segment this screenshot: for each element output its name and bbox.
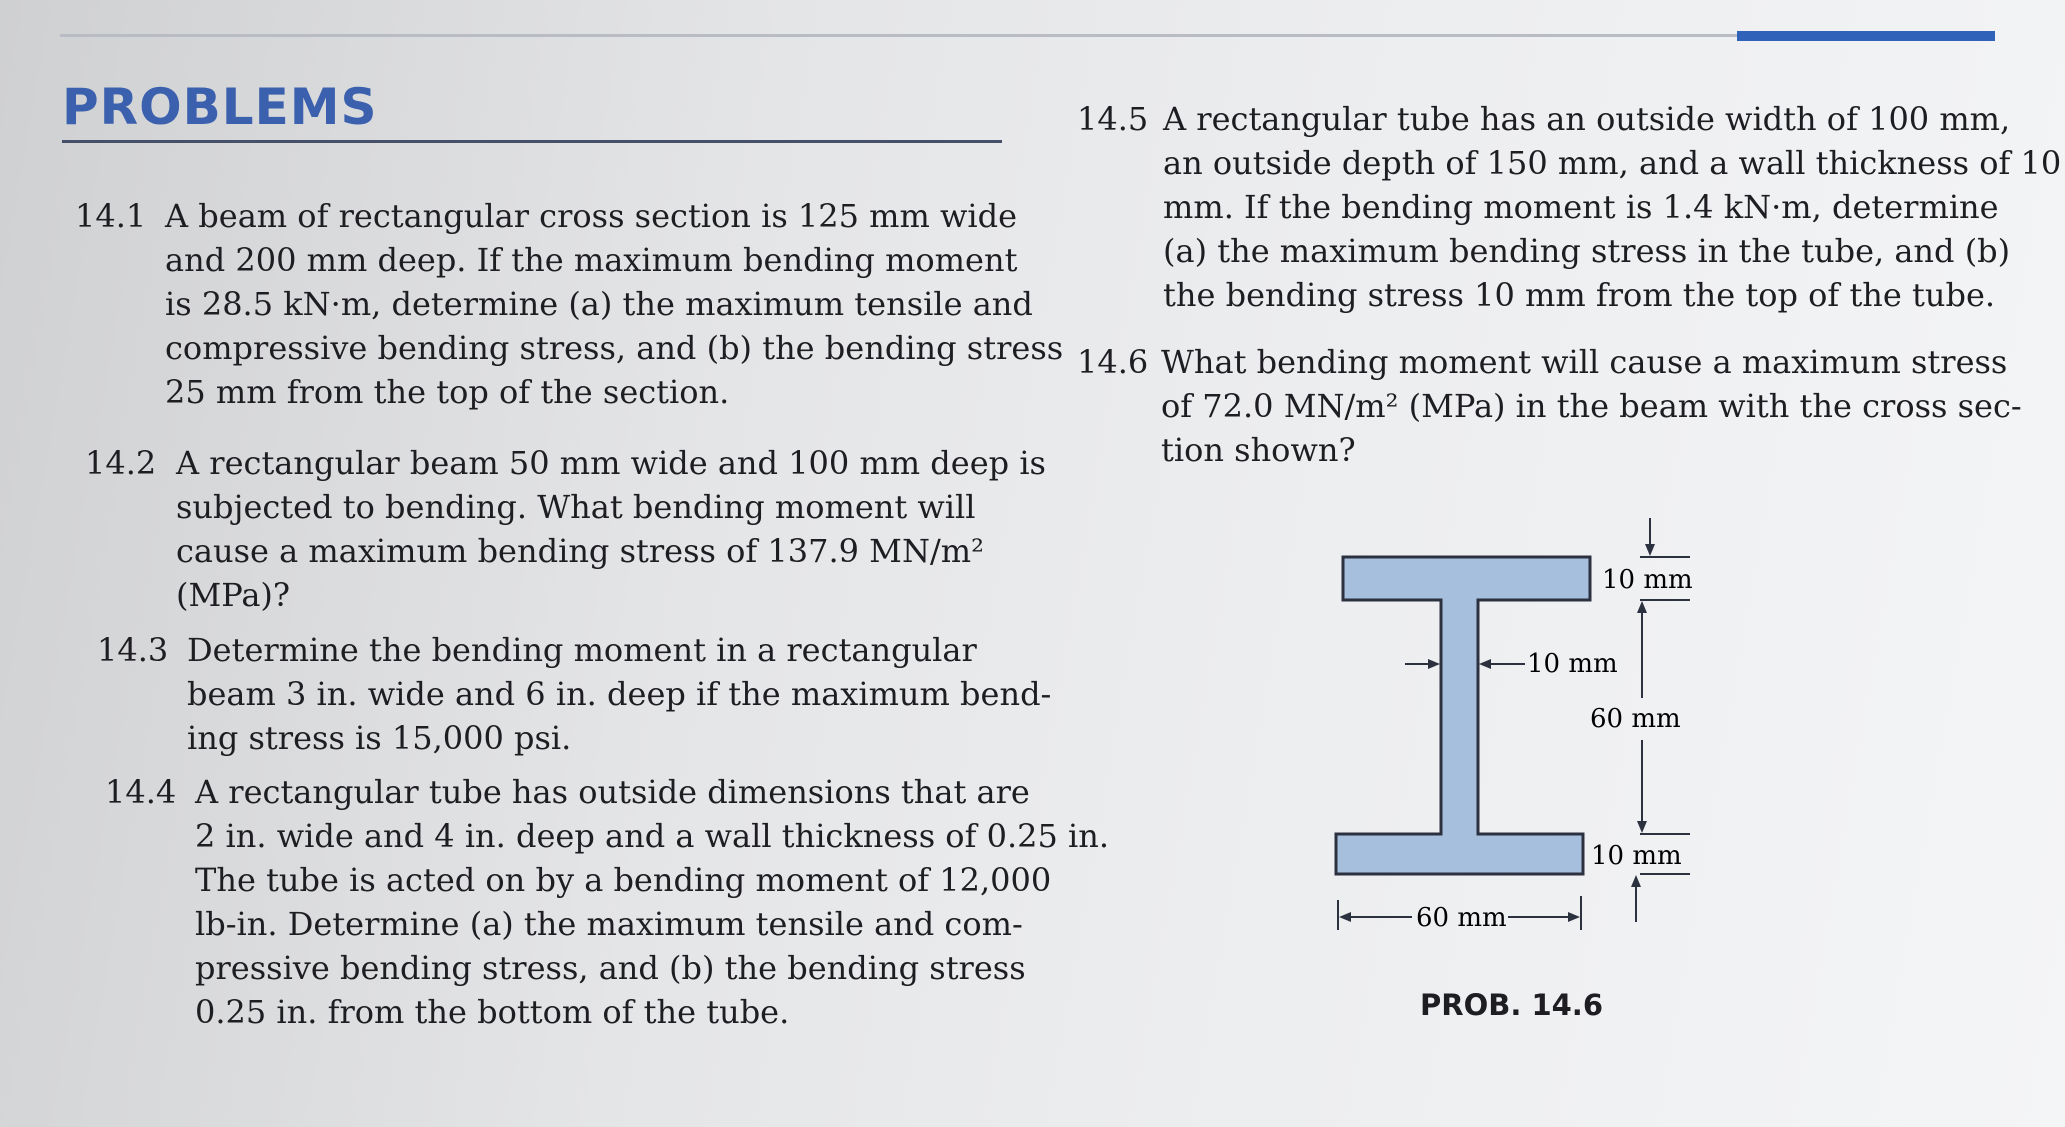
text-line: beam 3 in. wide and 6 in. deep if the maximum bend- bbox=[187, 675, 1052, 713]
problem-number: 14.6 bbox=[1077, 343, 1149, 381]
problem-number: 14.1 bbox=[75, 197, 147, 235]
problem-number: 14.2 bbox=[85, 444, 157, 482]
text-line: The tube is acted on by a bending moment of 12,000 bbox=[195, 861, 1052, 899]
text-line: (a) the maximum bending stress in the tube, and (b) bbox=[1163, 232, 2011, 270]
dim-web: 10 mm bbox=[1527, 649, 1618, 679]
text-line: Determine the bending moment in a rectangular bbox=[187, 631, 977, 669]
dim-bottom-flange: 10 mm bbox=[1591, 841, 1682, 871]
section-heading: PROBLEMS bbox=[62, 78, 378, 136]
text-line: pressive bending stress, and (b) the bending stress bbox=[195, 949, 1026, 987]
text-line: 0.25 in. from the bottom of the tube. bbox=[195, 993, 790, 1031]
text-line: (MPa)? bbox=[176, 576, 291, 614]
problem-number: 14.5 bbox=[1077, 100, 1149, 138]
text-line: subjected to bending. What bending moment will bbox=[176, 488, 976, 526]
text-line: mm. If the bending moment is 1.4 kN·m, determine bbox=[1163, 188, 1999, 226]
text-line: A beam of rectangular cross section is 125 mm wide bbox=[165, 197, 1018, 235]
text-line: an outside depth of 150 mm, and a wall thickness of 10 bbox=[1163, 144, 2062, 182]
text-line: tion shown? bbox=[1161, 431, 1356, 469]
text-line: ing stress is 15,000 psi. bbox=[187, 719, 572, 757]
dim-width: 60 mm bbox=[1416, 903, 1507, 933]
figure-label: PROB. 14.6 bbox=[1420, 988, 1604, 1022]
text-line: 2 in. wide and 4 in. deep and a wall thickness of 0.25 in. bbox=[195, 817, 1110, 855]
i-beam-section bbox=[1336, 557, 1590, 874]
text-line: compressive bending stress, and (b) the bending stress bbox=[165, 329, 1064, 367]
text-line: of 72.0 MN/m² (MPa) in the beam with the cross sec- bbox=[1161, 387, 2022, 425]
problem-number: 14.3 bbox=[97, 631, 169, 669]
dim-web-height: 60 mm bbox=[1590, 704, 1681, 734]
text-line: and 200 mm deep. If the maximum bending moment bbox=[165, 241, 1018, 279]
text-line: is 28.5 kN·m, determine (a) the maximum tensile and bbox=[165, 285, 1033, 323]
dim-top-flange: 10 mm bbox=[1602, 565, 1693, 595]
text-line: the bending stress 10 mm from the top of the tube. bbox=[1163, 276, 1996, 314]
text-line: A rectangular tube has an outside width of 100 mm, bbox=[1163, 100, 2011, 138]
text-line: cause a maximum bending stress of 137.9 MN/m² bbox=[176, 532, 984, 570]
text-line: A rectangular tube has outside dimensions that are bbox=[195, 773, 1030, 811]
problem-number: 14.4 bbox=[105, 773, 177, 811]
text-line: lb-in. Determine (a) the maximum tensile and com- bbox=[195, 905, 1023, 943]
text-line: What bending moment will cause a maximum stress bbox=[1161, 343, 2008, 381]
text-line: 25 mm from the top of the section. bbox=[165, 373, 730, 411]
text-line: A rectangular beam 50 mm wide and 100 mm deep is bbox=[176, 444, 1046, 482]
